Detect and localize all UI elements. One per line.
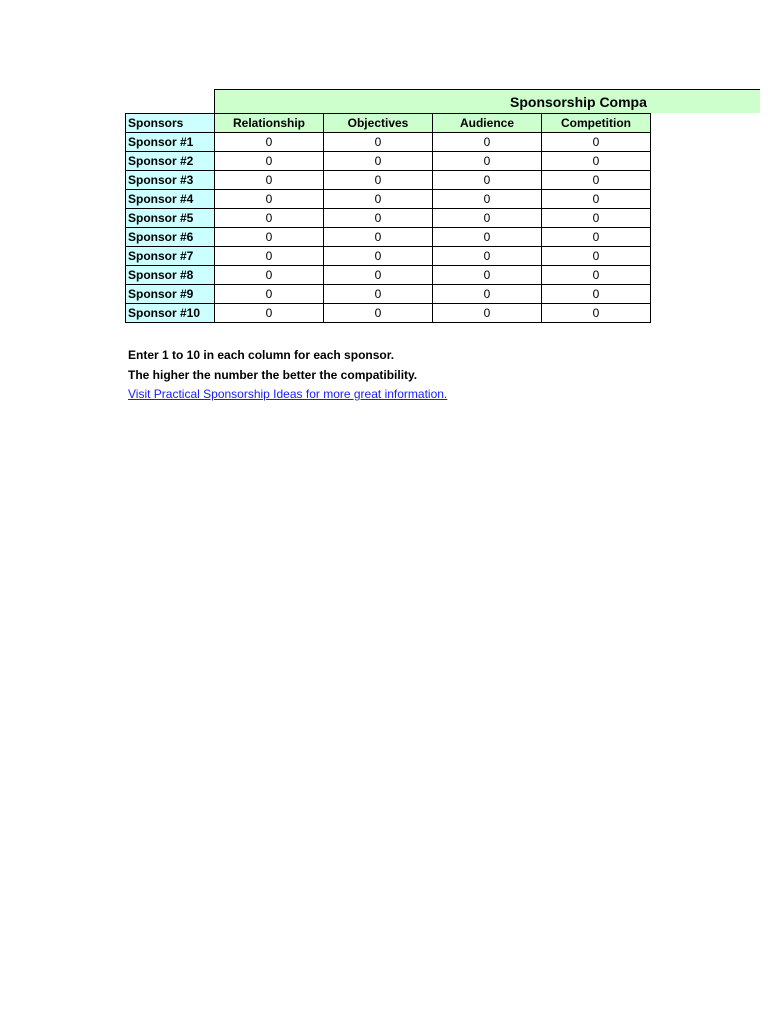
cell-relationship[interactable]: 0 [215,171,324,190]
table-row [126,228,651,247]
cell-audience[interactable]: 0 [433,152,542,171]
table-row [126,304,651,323]
cell-objectives[interactable]: 0 [324,209,433,228]
row-label[interactable]: Sponsor #5 [126,209,215,228]
table-row [126,133,651,152]
header-row [126,114,651,133]
header-competition[interactable]: Competition [542,114,651,133]
cell-competition[interactable]: 0 [542,152,651,171]
row-label[interactable]: Sponsor #7 [126,247,215,266]
cell-objectives[interactable]: 0 [324,152,433,171]
cell-competition[interactable]: 0 [542,209,651,228]
table-row [126,209,651,228]
cell-objectives[interactable]: 0 [324,285,433,304]
compatibility-table [125,113,651,323]
cell-relationship[interactable]: 0 [215,304,324,323]
cell-audience[interactable]: 0 [433,171,542,190]
cell-relationship[interactable]: 0 [215,228,324,247]
cell-competition[interactable]: 0 [542,266,651,285]
row-label[interactable]: Sponsor #4 [126,190,215,209]
header-audience[interactable]: Audience [433,114,542,133]
table-row [126,266,651,285]
cell-audience[interactable]: 0 [433,133,542,152]
cell-competition[interactable]: 0 [542,285,651,304]
table-row [126,190,651,209]
cell-relationship[interactable]: 0 [215,133,324,152]
cell-audience[interactable]: 0 [433,190,542,209]
cell-objectives[interactable]: 0 [324,171,433,190]
cell-competition[interactable]: 0 [542,171,651,190]
instruction-line-2: The higher the number the better the compatibility. [128,367,418,382]
cell-objectives[interactable]: 0 [324,190,433,209]
cell-relationship[interactable]: 0 [215,152,324,171]
cell-competition[interactable]: 0 [542,228,651,247]
cell-relationship[interactable]: 0 [215,285,324,304]
row-label[interactable]: Sponsor #3 [126,171,215,190]
cell-audience[interactable]: 0 [433,304,542,323]
cell-competition[interactable]: 0 [542,190,651,209]
table-row [126,285,651,304]
cell-objectives[interactable]: 0 [324,247,433,266]
header-objectives[interactable]: Objectives [324,114,433,133]
cell-relationship[interactable]: 0 [215,266,324,285]
row-label[interactable]: Sponsor #9 [126,285,215,304]
row-label[interactable]: Sponsor #2 [126,152,215,171]
instruction-line-1: Enter 1 to 10 in each column for each sponsor. [128,348,395,362]
cell-objectives[interactable]: 0 [324,266,433,285]
title-band [214,89,760,113]
cell-audience[interactable]: 0 [433,266,542,285]
table-row [126,152,651,171]
cell-audience[interactable]: 0 [433,209,542,228]
table-row [126,247,651,266]
header-sponsors[interactable]: Sponsors [126,114,215,133]
table-row [126,171,651,190]
row-label[interactable]: Sponsor #8 [126,266,215,285]
cell-audience[interactable]: 0 [433,247,542,266]
cell-relationship[interactable]: 0 [215,190,324,209]
cell-relationship[interactable]: 0 [215,209,324,228]
cell-relationship[interactable]: 0 [215,247,324,266]
cell-audience[interactable]: 0 [433,228,542,247]
cell-objectives[interactable]: 0 [324,133,433,152]
row-label[interactable]: Sponsor #6 [126,228,215,247]
cell-audience[interactable]: 0 [433,285,542,304]
instructions [128,346,447,405]
cell-competition[interactable]: 0 [542,247,651,266]
cell-objectives[interactable]: 0 [324,228,433,247]
sheet-title: Sponsorship Compa [510,94,647,110]
row-label[interactable]: Sponsor #1 [126,133,215,152]
cell-competition[interactable]: 0 [542,133,651,152]
header-relationship[interactable]: Relationship [215,114,324,133]
cell-competition[interactable]: 0 [542,304,651,323]
row-label[interactable]: Sponsor #10 [126,304,215,323]
practical-sponsorship-link[interactable]: Visit Practical Sponsorship Ideas for more great information. [128,387,448,401]
cell-objectives[interactable]: 0 [324,304,433,323]
